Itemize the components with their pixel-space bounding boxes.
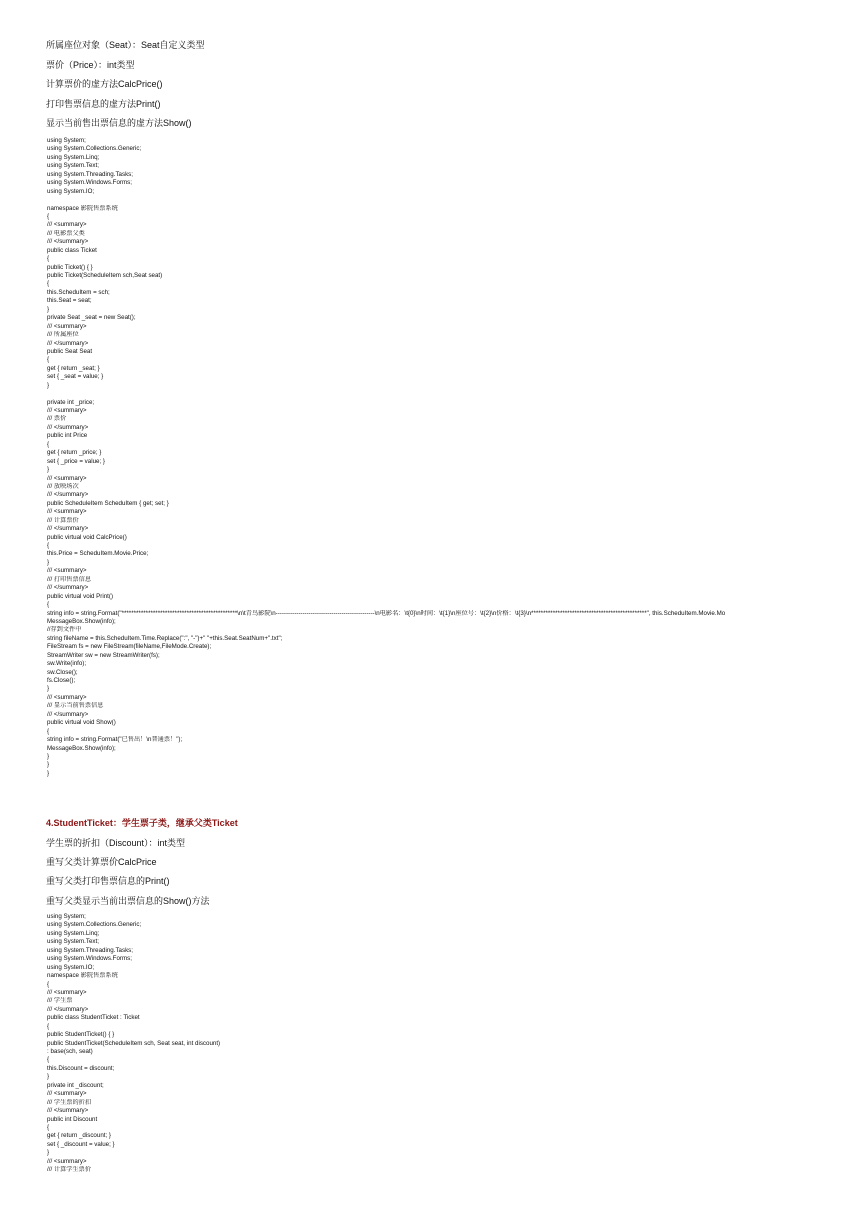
code-line: } [47,1149,50,1157]
code-line: //存到文件中 [47,626,82,634]
code-line: namespace 影院售票系统 [47,972,118,980]
code-line: /// 显示当前售票信息 [47,702,104,710]
code-line: public Ticket() { } [47,263,93,271]
code-line: this.Price = ScheduItem.Movie.Price; [47,550,149,558]
ticket-class-code-block [47,137,837,778]
code-line: string fileName = this.ScheduItem.Time.Replace(":", "-")+" "+this.Seat.SeatNum+".txt"; [47,634,283,642]
code-line: /// <summary> [47,407,87,414]
code-line: StreamWriter sw = new StreamWriter(fs); [47,651,160,659]
code-line: public int Discount [47,1115,98,1123]
code-line: string info = string.Format("************************************************\n\t青鸟影院\n------------------------------------------------\n电影名：\t{0}\n时间：\t{1}\n座位号：\t{2}\n价格：\t{3}\n************************************************", this.ScheduItem.Movie.Mo [47,609,726,617]
seat-property-paragraph: 所属座位对象（Seat）：Seat自定义类型 [46,40,205,50]
code-line: using System.Collections.Generic; [47,145,142,153]
code-line: this.ScheduItem = sch; [47,288,110,296]
code-line: /// </summary> [47,339,89,347]
code-line: /// </summary> [47,584,89,592]
code-line: /// <summary> [47,1090,87,1098]
code-line: /// 票价 [47,415,67,423]
code-line: sw.Write(info); [47,660,87,668]
code-line: using System; [47,137,86,144]
code-line: /// <summary> [47,567,87,575]
code-line: get { return _price; } [47,449,102,457]
code-line: sw.Close(); [47,668,78,676]
code-line: /// <summary> [47,988,87,996]
code-line: } [47,558,50,566]
price-property-paragraph: 票价（Price）：int类型 [46,60,135,70]
code-line: public virtual void Print() [47,592,114,600]
code-line: } [47,1073,50,1081]
code-line: private int _discount; [47,1081,104,1089]
code-line: { [47,255,50,263]
code-line: { [47,601,50,609]
code-line [47,390,837,398]
code-line: FileStream fs = new FileStream(fileName,FileMode.Create); [47,643,212,651]
code-line: using System.Windows.Forms; [47,179,132,187]
code-line: { [47,727,50,735]
code-line: } [47,466,50,474]
code-line: } [47,381,50,389]
code-line: set { _price = value; } [47,457,105,465]
code-line: using System.Linq; [47,929,100,937]
code-line: using System.Threading.Tasks; [47,946,133,954]
code-line: using System.IO; [47,187,95,195]
code-line: /// <summary> [47,474,87,482]
calcprice-method-paragraph: 计算票价的虚方法CalcPrice() [46,79,163,89]
code-line: } [47,685,50,693]
code-line: public int Price [47,432,88,440]
code-line: { [47,280,50,288]
code-line: using System.Windows.Forms; [47,955,132,963]
code-line [47,196,837,204]
code-line: /// </summary> [47,423,89,431]
code-line: MessageBox.Show(info); [47,617,116,625]
code-line: /// 打印售票信息 [47,575,92,583]
student-ticket-code-block [47,913,837,1175]
code-line: } [47,761,50,769]
code-line: /// <summary> [47,221,87,229]
code-line: public StudentTicket(ScheduleItem sch, Seat seat, int discount) [47,1039,221,1047]
code-line: get { return _seat; } [47,364,100,372]
code-line: public Ticket(ScheduleItem sch,Seat seat) [47,272,163,279]
code-line: using System.Threading.Tasks; [47,170,133,178]
code-line: this.Discount = discount; [47,1064,115,1072]
code-line: using System; [47,913,86,920]
code-line: } [47,769,50,777]
code-line: : base(sch, seat) [47,1048,93,1055]
code-line: using System.IO; [47,963,95,971]
code-line: } [47,305,50,313]
override-show-paragraph: 重写父类显示当前出票信息的Show()方法 [46,896,210,906]
code-line: /// <summary> [47,322,87,330]
code-line: /// </summary> [47,238,89,246]
code-line: get { return _discount; } [47,1132,111,1140]
code-line: set { _discount = value; } [47,1140,115,1148]
code-line: /// <summary> [47,693,87,701]
student-ticket-heading: 4.StudentTicket：学生票子类，继承父类Ticket [46,818,238,828]
code-line: public StudentTicket() { } [47,1031,115,1039]
code-line: using System.Text; [47,938,99,946]
code-line: public Seat Seat [47,347,93,355]
code-line: public class Ticket [47,246,97,254]
code-line: /// 计算学生票价 [47,1166,92,1174]
override-calcprice-paragraph: 重写父类计算票价CalcPrice [46,857,157,867]
override-print-paragraph: 重写父类打印售票信息的Print() [46,876,170,886]
code-line: this.Seat = seat; [47,297,92,305]
code-line: /// <summary> [47,1157,87,1165]
code-line: /// </summary> [47,1005,89,1013]
code-line: { [47,356,50,364]
code-line: public class StudentTicket : Ticket [47,1014,140,1022]
code-line: /// 学生票 [47,997,73,1005]
code-line: /// 放映场次 [47,482,79,490]
code-line: using System.Collections.Generic; [47,921,142,929]
code-line: /// 所属座位 [47,331,79,339]
code-line: fs.Close(); [47,677,76,684]
code-line: /// <summary> [47,508,87,516]
code-line: /// </summary> [47,710,89,718]
code-line: public virtual void CalcPrice() [47,533,127,541]
code-line: { [47,980,50,988]
print-method-paragraph: 打印售票信息的虚方法Print() [46,99,161,109]
code-line: /// </summary> [47,491,89,499]
code-line: public ScheduleItem ScheduItem { get; set; } [47,499,169,507]
code-line: { [47,1123,50,1131]
code-line: { [47,542,50,549]
code-line: MessageBox.Show(info); [47,744,116,752]
code-line: public virtual void Show() [47,719,116,727]
code-line: using System.Text; [47,162,99,170]
code-line: /// 计算票价 [47,516,79,524]
code-line: { [47,1022,50,1030]
code-line: private Seat _seat = new Seat(); [47,314,136,322]
code-line: { [47,212,50,220]
code-line: /// 学生票的折扣 [47,1098,92,1106]
code-line: /// 电影票父类 [47,229,85,237]
code-line: /// </summary> [47,525,89,533]
code-line: set { _seat = value; } [47,373,104,381]
code-line: { [47,1056,50,1064]
code-line: using System.Linq; [47,153,100,161]
show-method-paragraph: 显示当前售出票信息的虚方法Show() [46,118,192,128]
code-line: namespace 影院售票系统 [47,204,118,212]
discount-property-paragraph: 学生票的折扣（Discount）：int类型 [46,838,186,848]
code-line: { [47,440,50,448]
code-line: } [47,752,50,760]
code-line: private int _price; [47,398,95,406]
code-line: /// </summary> [47,1107,89,1115]
code-line: string info = string.Format("已售出！\n普通票！"); [47,736,183,744]
